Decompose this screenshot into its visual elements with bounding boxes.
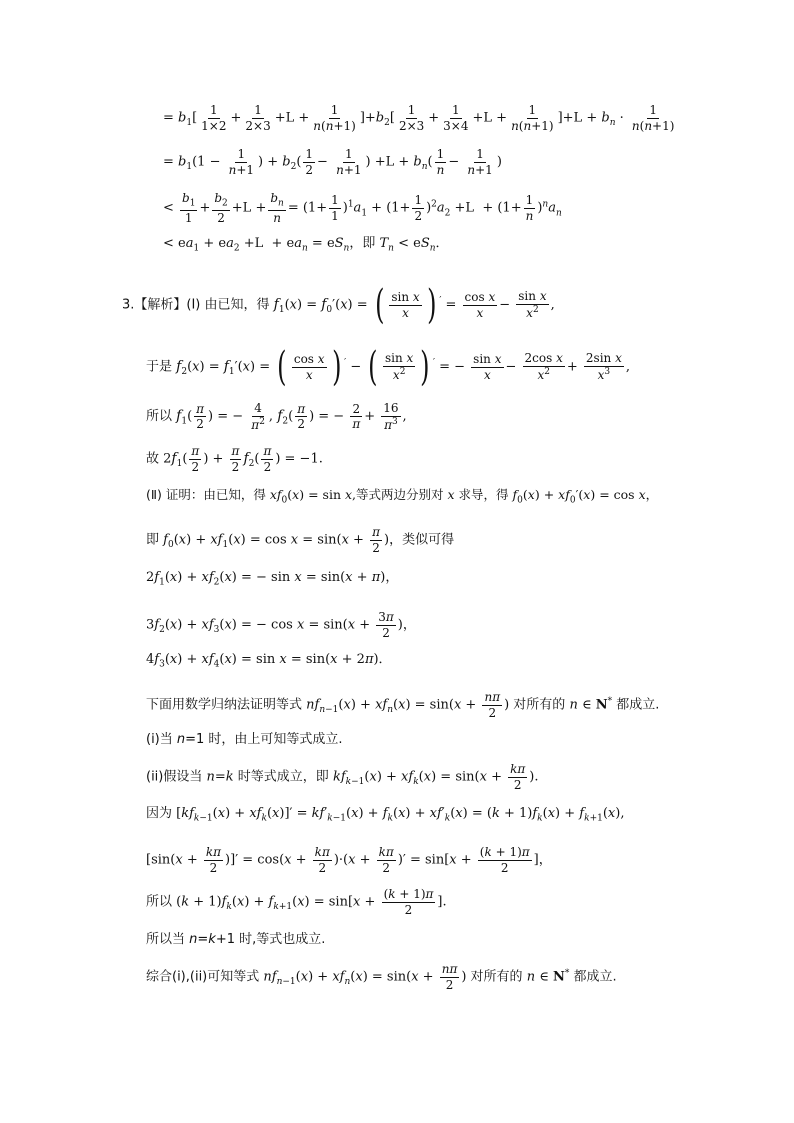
section-3-heading: 3.【解析】(Ⅰ) 由已知，得 $f_1(x) = f_0'(x)$ = ( $\frac{\text{sin x}}{x}$ ) ′ = $\frac{\text{cos x}}{x}$ − $\frac{\text{sin x}}{x^2}$ , (122, 282, 555, 328)
equation-line-2: = $b_1(1$ − $\frac{1}{n+1}$ ) + $b_2$( $\frac{1}{2}$ − $\frac{1}{n+1}$ ) $+L + b_n$( $\frac{1}{n}$ − $\frac{1}{n+1}$ ) (163, 147, 502, 177)
equation-line-4: < $ea_1 + ea_2 +L + ea_n = eS_n$，即 $T_n < eS_n$． (163, 236, 449, 254)
section-3-line-11: (i)当 n=1 时，由上可知等式成立. (146, 732, 343, 747)
section-3-line-10: 下面用数学归纳法证明等式 $nf_{n-1}(x) + xf_n(x) = \sin(x$ + $\frac{n\pi}{2}$ ) 对所有的 n ∈ N* 都成立. (146, 690, 660, 720)
section-3-line-4: 故 $2f_1$( $\frac{\pi}{2}$ ) + $\frac{\pi}{2}$ $f_2$( $\frac{\pi}{2}$ ) = −1. (146, 444, 323, 474)
section-3-line-3: 所以 $f_1$( $\frac{\pi}{2}$ ) = − $\frac{4}{\pi^2}$ , $f_2$( $\frac{\pi}{2}$ ) = − $\frac{2}{\pi}$ + $\frac{16}{\pi^3}$ , (146, 401, 407, 432)
section-3-line-7: $2f_1(x) + xf_2(x)$ = − sin x = sin(x + π)， (146, 570, 399, 588)
section-3-line-17: 综合(i),(ii)可知等式 $nf_{n-1}(x) + xf_n(x) = \sin(x$ + $\frac{n\pi}{2}$ ) 对所有的 n ∈ N* 都成立. (146, 962, 617, 992)
section-3-line-2: 于是 $f_2(x) = f_1'(x)$ = ( $\frac{\text{cos x}}{x}$ ) ′ − ( $\frac{\text{sin x}}{x^2}$ ) ′ = − $\frac{\text{sin x}}{x}$ − $\frac{\text{2cos x}}{x^2}$ + $\frac{\text{2sin x}}{x^3}$ , (146, 344, 631, 390)
section-3-line-13: 因为 $[kf_{k-1}(x) + xf_k(x)]' = kf'_{k-1}(x) + f_k(x) + xf'_k(x) = (k + 1)f_k(x) + f_{k+1}(x)$, (146, 806, 625, 824)
section-3-line-16: 所以当 n=k+1 时,等式也成立. (146, 932, 326, 947)
section-3-line-5: (Ⅱ) 证明：由已知，得 $xf_0(x) = \sin x$,等式两边分别对 x 求导，得 $f_0(x) + xf_0'(x) = \cos x$， (146, 487, 659, 506)
section-3-line-12: (ii)假设当 n=k 时等式成立，即 $kf_{k-1}(x) + xf_k(x) = \sin(x$ + $\frac{k\pi}{2}$ ). (146, 762, 539, 792)
section-3-line-15: 所以 $(k + 1)f_k(x) + f_{k+1}(x) = \sin[x$ + $\frac{(k + 1)\pi}{2}$ ]. (146, 887, 447, 917)
section-3-line-8: $3f_2(x) + xf_3(x)$ = − cos x = sin(x + $\frac{3\pi}{2}$ )， (146, 610, 416, 640)
section-3-line-6: 即 $f_0(x) + xf_1(x) = \cos x = \sin(x$ + $\frac{\pi}{2}$ )，类似可得 (146, 525, 455, 555)
equation-line-1: = $b_1$[ $\frac{1}{1\times 2}$ + $\frac{1}{2\times 3}$ +L + $\frac{1}{n(n+1)}$ ]$+b_2$[ $\frac{1}{2\times 3}$ + $\frac{1}{3\times 4}$ +L + $\frac{1}{n(n+1)}$ ]$+L + b_n$ · $\frac{1}{n(n+1)}$ (163, 103, 675, 133)
equation-line-3: < $\frac{b_1}{1}$ + $\frac{b_2}{2}$ +L + $\frac{b_n}{n}$ = (1+ $\frac{1}{1}$ )$^1a_1 + (1+$ $\frac{1}{2}$ )$^2a_2 +L + (1+$ $\frac{1}{n}$ )$^na_n$ (163, 191, 562, 225)
section-3-line-14: [sin(x + $\frac{k\pi}{2}$ )]′ = cos(x + $\frac{k\pi}{2}$ )·(x + $\frac{k\pi}{2}$ )′ = sin[x + $\frac{(k + 1)\pi}{2}$ ]， (146, 845, 552, 875)
section-3-line-9: $4f_3(x) + xf_4(x) = \sin x = \sin(x + 2\pi)$． (146, 652, 392, 670)
